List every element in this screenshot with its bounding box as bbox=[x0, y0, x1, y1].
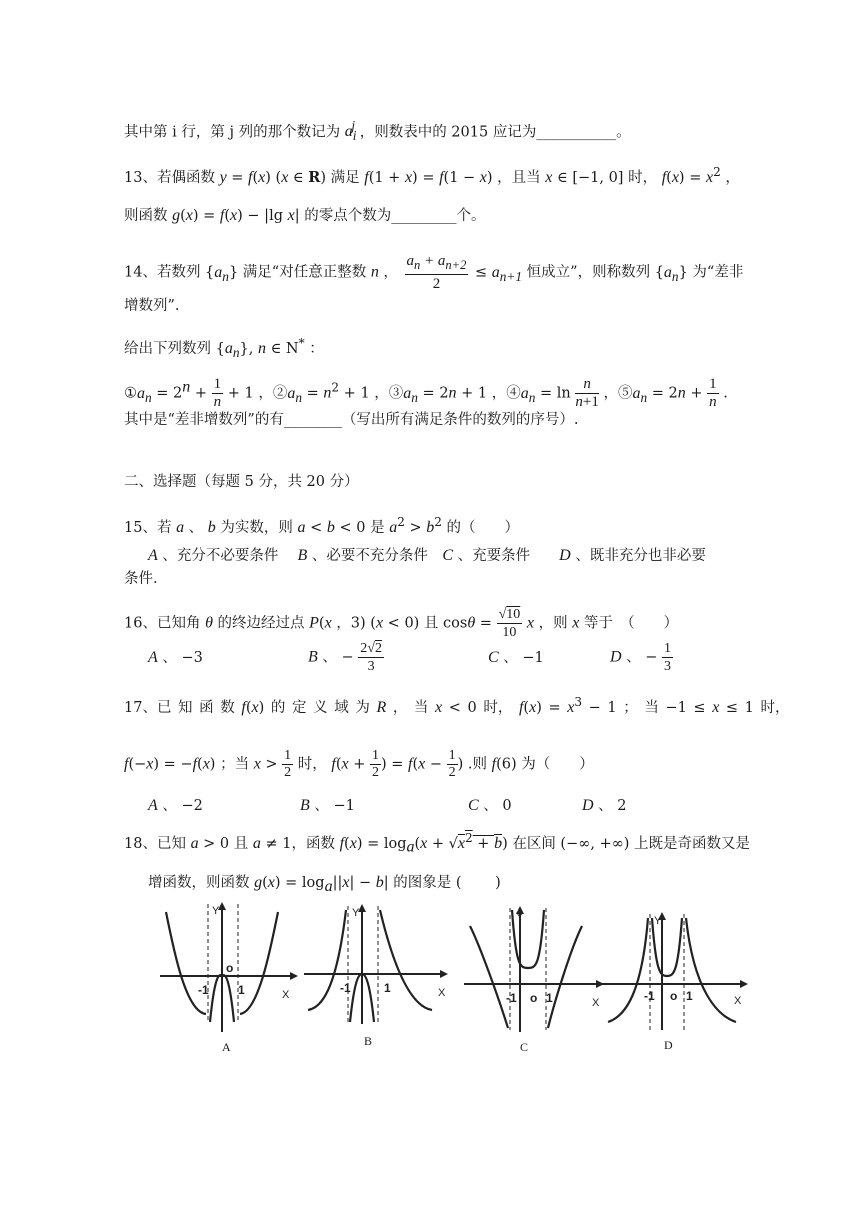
q15-stem: 15、若 a 、 b 为实数，则 a < b < 0 是 $a^2 > b^2$ 的（ ） bbox=[124, 515, 520, 536]
graph-b-label: B bbox=[364, 1034, 373, 1048]
q16-option-d: D 、 − $\frac{1}{3}$ bbox=[610, 641, 672, 674]
q13-line1: 13、若偶函数 y = f(x) (x ∈ R) 满足 f(1 + x) = f(1 − x) ，且当 x ∈ [−1, 0] 时， $f(x) = x^2$ ， bbox=[124, 165, 740, 186]
graph-b bbox=[300, 904, 450, 1028]
q15-options: A 、充分不必要条件 B 、必要不充分条件 C 、充要条件 D 、既非充分也非必要 bbox=[148, 547, 706, 564]
q17-line1: 17、已 知 函 数 f(x) 的 定 义 域 为 R ， 当 x < 0 时， $f(x) = x^3 - 1$ ； 当 −1 ≤ x ≤ 1 时， bbox=[124, 695, 790, 716]
graph-a bbox=[156, 902, 302, 1040]
q16-option-b: B 、 − $\frac{2√2}{3}$ bbox=[308, 641, 382, 674]
graph-d-origin: o bbox=[670, 989, 678, 1003]
q13-line2: 则函数 g(x) = f(x) − |lg x| 的零点个数为_________个。 bbox=[124, 207, 486, 224]
graph-b-tick-1: 1 bbox=[384, 981, 391, 995]
graph-c-tick-1: 1 bbox=[546, 991, 553, 1005]
q14-line5: 其中是“差非增数列”的有________（写出所有满足条件的数列的序号）. bbox=[124, 412, 579, 428]
q14-line4: $①a_n = 2^n$ + $\frac{1}{n}$ + 1 ，$②a_n = n^2 + 1$ ，$③a_n = 2n + 1$ ，$④a_n = \ln$ $\frac{n}{n+1}$ ，$⑤a_n = 2n$ + $\frac{1}{n}$ . bbox=[124, 376, 728, 410]
graph-b-tick-neg1: -1 bbox=[340, 981, 351, 995]
q18-line1: 18、已知 a > 0 且 a ≠ 1，函数 $f(x) = \log_a(x + √x^2 + b)$ 在区间 (−∞, +∞) 上既是奇函数又是 bbox=[124, 831, 751, 856]
q17-line2: f(−x) = −f(x) ；当 x > $\frac{1}{2}$ 时， f(x + $\frac{1}{2}$ ) = f(x − $\frac{1}{2}$ ) .则 f(6) 为（ ） bbox=[124, 748, 594, 780]
q16-stem: 16、已知角 θ 的终边经过点 P(x ，3) (x < 0) 且 cosθ = $\frac{√10}{10}$ x ，则 x 等于 （ ） bbox=[124, 607, 679, 640]
graph-d-tick-1: 1 bbox=[686, 989, 693, 1003]
q16-option-a: A 、 −3 bbox=[148, 649, 203, 666]
graph-d-tick-neg1: -1 bbox=[644, 989, 655, 1003]
graph-d-y-label: Y bbox=[654, 915, 662, 927]
graph-c-label: C bbox=[520, 1040, 529, 1054]
graph-c-y-label: Y bbox=[516, 911, 524, 923]
q18-line2: 增函数，则函数 $g(x) = \log_a||x| - b|$ 的图象是 ( ) bbox=[148, 874, 501, 895]
graph-a-y-label: Y bbox=[212, 905, 220, 917]
q17-option-b: B 、 −1 bbox=[300, 797, 355, 814]
q14-line3: 给出下列数列 $\{a_n\}$, n ∈ N* ： bbox=[124, 336, 324, 361]
q17-option-a: A 、 −2 bbox=[148, 797, 203, 814]
q16-option-c: C 、 −1 bbox=[488, 649, 544, 666]
intro-line: 其中第 i 行，第 j 列的那个数记为 $a_i^j$ ，则数表中的 2015 应记为___________。 bbox=[124, 118, 631, 144]
section-heading: 二、选择题（每题 5 分，共 20 分） bbox=[124, 474, 359, 490]
q14-line1: 14、若数列 $\{a_n\}$ 满足“对任意正整数 n ， $\frac{a_n + a_{n+2}}{2}$ ≤ $a_{n+1}$ 恒成立”，则称数列 $\{a_n\}$ 为“差非 bbox=[124, 253, 744, 292]
q15-options-cont: 条件. bbox=[124, 571, 158, 587]
graph-b-x-label: X bbox=[438, 987, 446, 999]
graph-a-tick-neg1: -1 bbox=[198, 983, 209, 997]
q17-option-c: C 、 0 bbox=[468, 797, 512, 814]
graph-d bbox=[596, 912, 750, 1034]
graph-a-tick-1: 1 bbox=[238, 983, 245, 997]
graph-c-x-label: X bbox=[592, 997, 600, 1009]
graph-a-origin: o bbox=[226, 961, 234, 975]
graph-d-x-label: X bbox=[734, 995, 742, 1007]
graph-a-label: A bbox=[222, 1040, 231, 1054]
graph-a-x-label: X bbox=[282, 989, 290, 1001]
graph-c bbox=[460, 906, 606, 1036]
graph-c-tick-neg1: -1 bbox=[506, 991, 517, 1005]
q17-option-d: D 、 2 bbox=[582, 797, 627, 814]
graph-c-origin: o bbox=[530, 991, 538, 1005]
graph-b-y-label: Y bbox=[352, 907, 360, 919]
graph-d-label: D bbox=[664, 1038, 673, 1052]
q14-line2: 增数列”. bbox=[124, 298, 180, 314]
